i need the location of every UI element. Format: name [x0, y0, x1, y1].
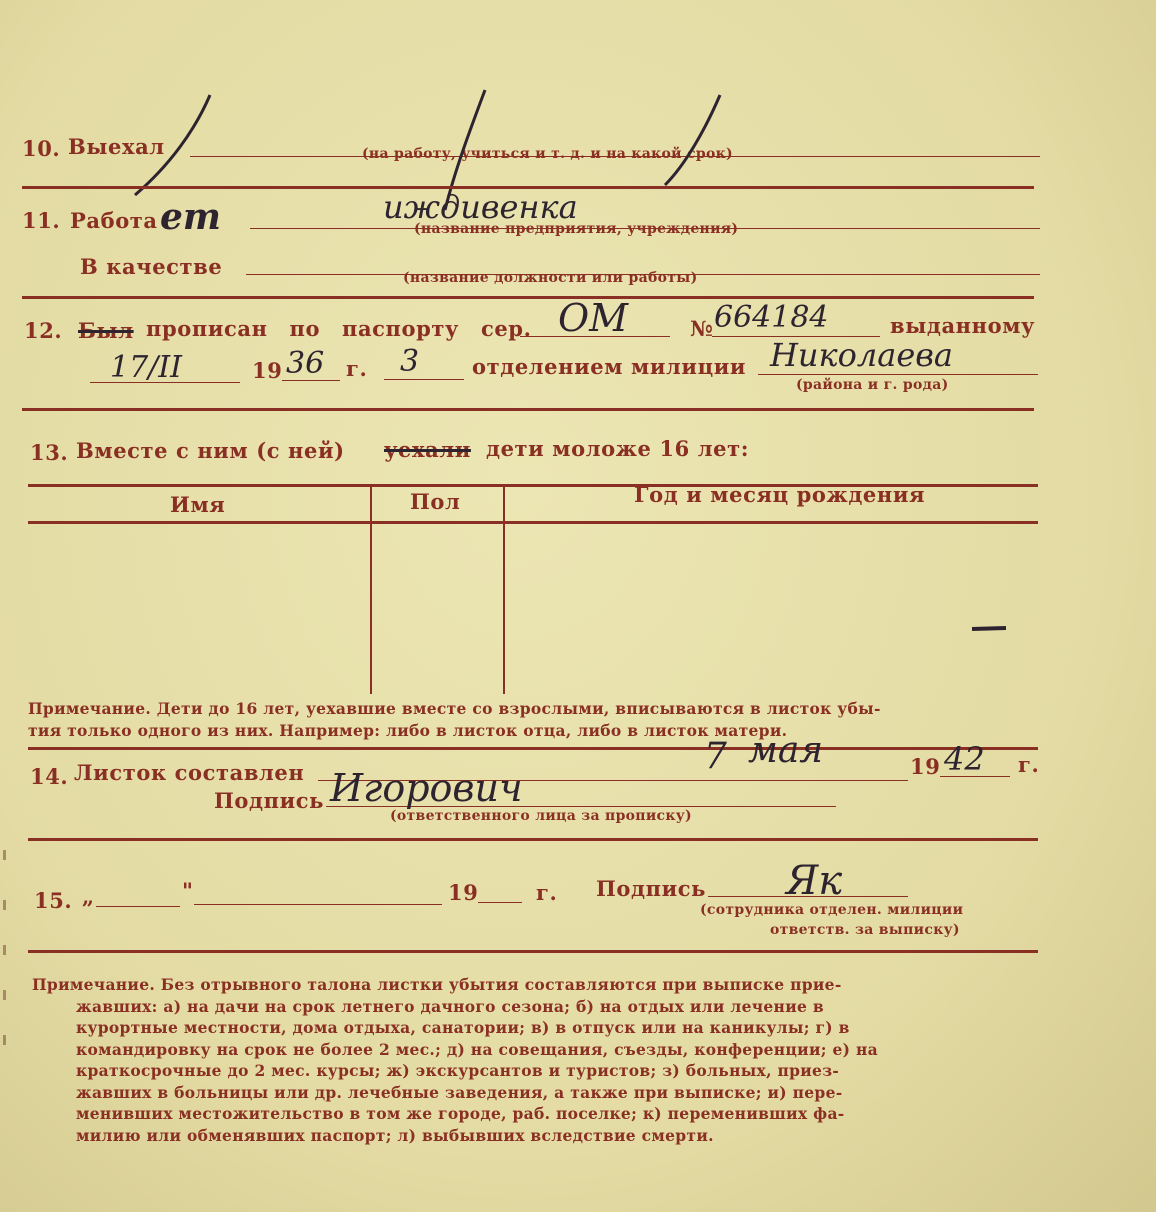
field-15-year-g: г. [536, 880, 558, 905]
field-14-signature: Игорович [330, 766, 523, 810]
table-column-divider [370, 484, 372, 694]
field-11-as-caption: (название должности или работы) [403, 270, 698, 286]
field-15-quote-close: " [182, 878, 194, 903]
field-14-day: 7 [704, 736, 727, 777]
edge-mark [3, 1035, 6, 1045]
field-11-label: Работа [70, 208, 158, 233]
field-12-series: ОМ [558, 296, 629, 340]
section-divider [28, 838, 1038, 841]
field-11-as-label: В качестве [80, 254, 223, 279]
field-15-caption-1: (сотрудника отделен. милиции [700, 902, 964, 918]
field-13-number: 13. [30, 440, 69, 465]
note-2-line: Без отрывного талона листки убытия составляются при выписке прие- [160, 975, 842, 994]
field-12-city: Николаева [770, 336, 953, 374]
field-15-year-prefix: 19 [448, 880, 479, 905]
field-12-struck-word: Был [78, 318, 134, 343]
section-divider [22, 296, 1034, 299]
note-1-line-1: Дети до 16 лет, уехавшие вместе со взрослыми, вписываются в листок убы- [156, 699, 881, 718]
field-15-sign-label: Подпись [596, 876, 707, 901]
note-1-label: Примечание. [28, 699, 152, 718]
field-14-label: Листок составлен [74, 760, 305, 785]
field-14-year-prefix: 19 [910, 754, 941, 779]
field-14-number: 14. [30, 764, 69, 789]
field-11-handwritten-suffix: ет [160, 196, 221, 238]
note-1-line-2: тия только одного из них. Например: либо в листок отца, либо в листок матери. [28, 720, 788, 740]
field-12-city-line [758, 374, 1038, 375]
field-12-city-caption: (района и г. рода) [796, 377, 949, 393]
table-header-rule [28, 521, 1038, 524]
field-12-dept-number: 3 [400, 344, 420, 379]
field-13-struck-word: уехали [384, 437, 471, 462]
note-2-line: менивших местожительство в том же городе, раб. поселке; к) переменивших фа- [76, 1104, 845, 1123]
field-10-number: 10. [22, 136, 61, 161]
field-13-text-after: дети моложе 16 лет: [486, 436, 750, 461]
note-2-line: курортные местности, дома отдыха, санатории; в) в отпуск или на каникулы; г) в [76, 1018, 850, 1037]
field-10-label: Выехал [68, 134, 165, 159]
field-12-year-prefix: 19 [252, 358, 283, 383]
field-12-dept-text: отделением милиции [472, 354, 747, 379]
field-12-text: прописан по паспорту сер. [146, 316, 532, 341]
field-10-caption: (на работу, учиться и т. д. и на какой срок) [362, 146, 733, 162]
table-header-name: Имя [170, 492, 226, 517]
field-15-quote-open: „ [82, 884, 95, 909]
note-2 [32, 974, 1042, 1146]
field-12-date: 17/II [110, 350, 182, 385]
field-12-no-label: № [690, 316, 714, 341]
field-12-number: 12. [24, 318, 63, 343]
field-14-sign-label: Подпись [214, 788, 325, 813]
edge-mark [3, 990, 6, 1000]
section-divider [28, 747, 1038, 750]
field-14-month: мая [748, 730, 824, 771]
field-15-number: 15. [34, 888, 73, 913]
field-14-year-suffix: 42 [944, 740, 985, 778]
field-13-text-before: Вместе с ним (с ней) [76, 438, 345, 463]
note-2-line: милию или обменявших паспорт; л) выбывших вследствие смерти. [76, 1125, 714, 1145]
field-12-year-g: г. [346, 356, 368, 381]
field-12-issued: выданному [890, 313, 1036, 338]
field-15-year-line [478, 902, 522, 903]
table-header-birth: Год и месяц рождения [634, 482, 926, 507]
field-12-number: 664184 [714, 300, 829, 335]
table-header-sex: Пол [410, 489, 461, 514]
note-2-line: командировку на срок не более 2 мес.; д) на совещания, съезды, конференции; е) на [76, 1039, 878, 1059]
note-2-line: краткосрочные до 2 мес. курсы; ж) экскурсантов и туристов; з) больных, приез- [76, 1061, 840, 1080]
section-divider [28, 950, 1038, 953]
ink-dash [970, 622, 1010, 636]
section-divider [22, 408, 1034, 411]
field-14-year-g: г. [1018, 752, 1040, 777]
note-2-line: жавших: а) на дачи на срок летнего дачного сезона; б) на отдых или лечение в [76, 996, 824, 1016]
field-12-year-suffix: 36 [286, 346, 325, 381]
field-11-handwritten-value: иждивенка [383, 188, 578, 226]
field-11-caption: (название предприятия, учреждения) [414, 221, 739, 237]
edge-mark [3, 945, 6, 955]
field-15-day-line [96, 906, 180, 907]
edge-mark [3, 900, 6, 910]
field-15-signature: Як [786, 858, 843, 904]
note-2-line: жавших в больницы или др. лечебные заведения, а также при выписке; и) пере- [76, 1082, 843, 1102]
table-column-divider [503, 484, 505, 694]
field-12-dept-line [384, 379, 464, 380]
field-15-caption-2: ответств. за выписку) [770, 922, 960, 938]
field-11-number: 11. [22, 208, 61, 233]
field-15-month-line [194, 904, 442, 905]
edge-mark [3, 850, 6, 860]
field-14-caption: (ответственного лица за прописку) [390, 808, 692, 824]
note-2-label: Примечание. [32, 975, 156, 994]
